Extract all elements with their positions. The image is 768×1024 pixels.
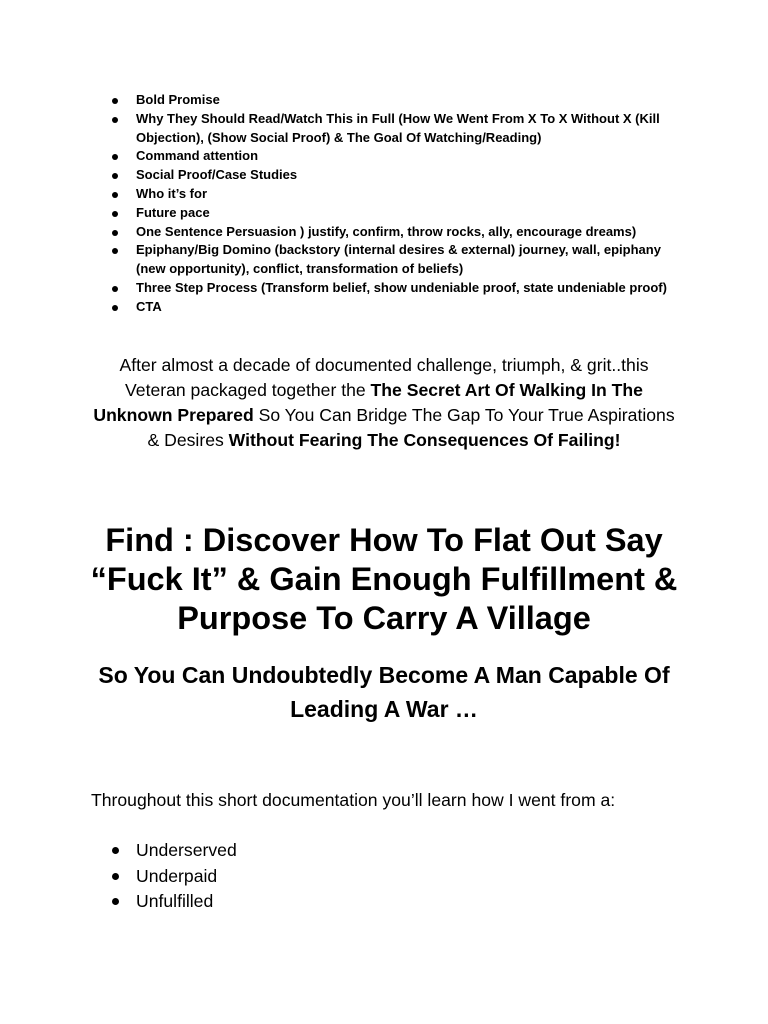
bullet-icon [112, 98, 118, 104]
bullet-icon [112, 873, 119, 880]
outline-item: CTA [110, 298, 680, 317]
bullet-icon [112, 117, 118, 123]
bullet-icon [112, 173, 118, 179]
outline-item: Three Step Process (Transform belief, show undeniable proof, state undeniable proof) [110, 279, 680, 298]
bullet-icon [112, 248, 118, 254]
outline-item: Bold Promise [110, 91, 680, 110]
lead-sentence: Throughout this short documentation you’ll learn how I went from a: [91, 790, 616, 810]
intro-paragraph [92, 353, 676, 453]
subheadline: So You Can Undoubtedly Become A Man Capable Of Leading A War … [98, 662, 670, 722]
outline-item: One Sentence Persuasion ) justify, confirm, throw rocks, ally, encourage dreams) [110, 223, 680, 242]
list-item: Underserved [110, 838, 237, 864]
from-list [110, 838, 237, 915]
outline-item: Command attention [110, 147, 680, 166]
intro-text: So You Can Bridge The Gap To Your True Aspirations & Desires [147, 405, 675, 450]
outline-item: Why They Should Read/Watch This in Full (How We Went From X To X Without X (Kill Objection), (Show Social Proof) & The Goal Of Watching/Reading) [110, 110, 680, 148]
bullet-icon [112, 305, 118, 311]
intro-text: After almost a decade of documented challenge, triumph, & grit..this Veteran packaged together the [119, 355, 649, 400]
outline-item: Future pace [110, 204, 680, 223]
outline-item: Epiphany/Big Domino (backstory (internal desires & external) journey, wall, epiphany (new opportunity), conflict, transformation of beliefs) [110, 241, 680, 279]
outline-item: Social Proof/Case Studies [110, 166, 680, 185]
bullet-icon [112, 847, 119, 854]
intro-bold-text: Without Fearing The Consequences Of Failing! [228, 430, 621, 450]
bullet-icon [112, 192, 118, 198]
bullet-icon [112, 286, 118, 292]
outline-item: Who it’s for [110, 185, 680, 204]
bullet-icon [112, 154, 118, 160]
bullet-icon [112, 230, 118, 236]
bullet-icon [112, 898, 119, 905]
list-item: Underpaid [110, 864, 237, 890]
outline-bullet-list [110, 91, 680, 317]
bullet-icon [112, 211, 118, 217]
headline: Find : Discover How To Flat Out Say “Fuck It” & Gain Enough Fulfillment & Purpose To Carry A Village [90, 522, 678, 636]
intro-bold-text: The Secret Art Of Walking In The Unknown Prepared [93, 380, 643, 425]
list-item: Unfulfilled [110, 889, 237, 915]
